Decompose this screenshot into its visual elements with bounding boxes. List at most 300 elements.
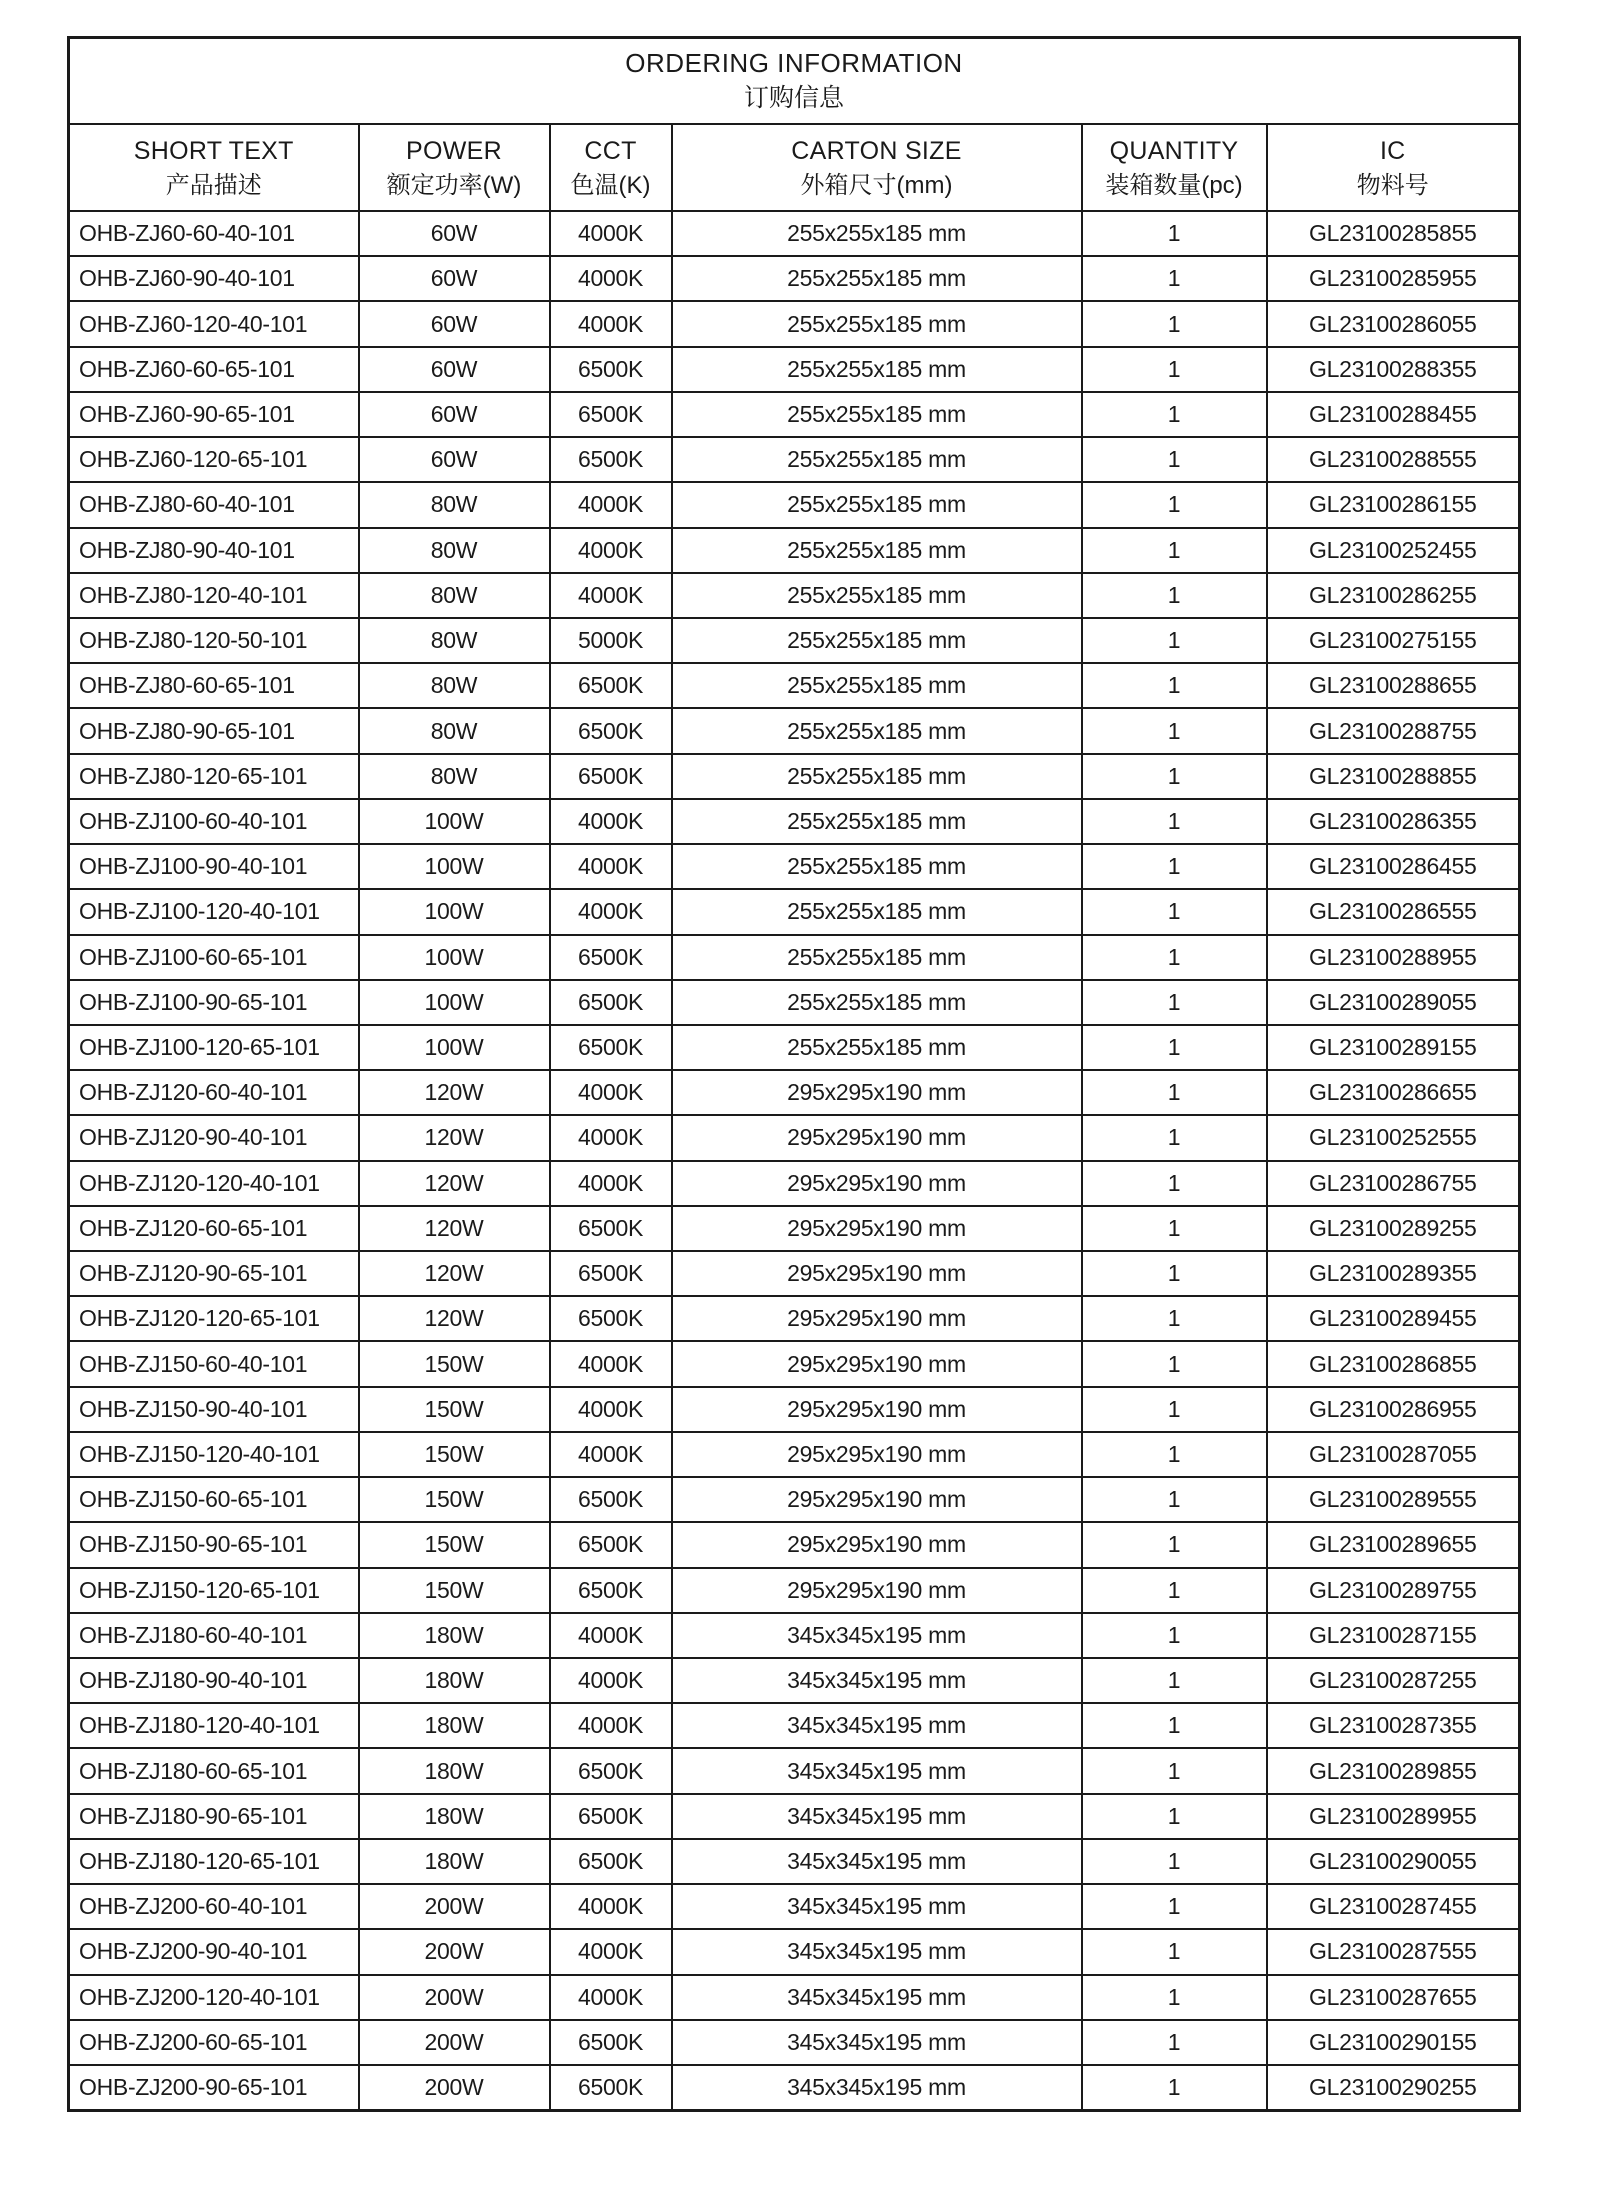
cell-short-text: OHB-ZJ80-120-40-101 (69, 573, 359, 618)
cell-power: 80W (359, 618, 550, 663)
cell-cct: 6500K (550, 980, 672, 1025)
cell-cct: 6500K (550, 708, 672, 753)
cell-short-text: OHB-ZJ100-90-40-101 (69, 844, 359, 889)
cell-carton-size: 255x255x185 mm (672, 301, 1082, 346)
cell-short-text: OHB-ZJ120-90-65-101 (69, 1251, 359, 1296)
cell-short-text: OHB-ZJ100-120-40-101 (69, 889, 359, 934)
cell-cct: 4000K (550, 799, 672, 844)
cell-quantity: 1 (1082, 980, 1267, 1025)
cell-quantity: 1 (1082, 1522, 1267, 1567)
cell-carton-size: 345x345x195 mm (672, 1794, 1082, 1839)
cell-cct: 4000K (550, 256, 672, 301)
cell-short-text: OHB-ZJ80-60-65-101 (69, 663, 359, 708)
cell-ic: GL23100286555 (1267, 889, 1520, 934)
cell-ic: GL23100288655 (1267, 663, 1520, 708)
column-header-short-text-zh: 产品描述 (165, 171, 262, 199)
column-header-power-en: POWER (406, 136, 502, 165)
cell-cct: 6500K (550, 1206, 672, 1251)
table-row (69, 1070, 1520, 1115)
cell-carton-size: 295x295x190 mm (672, 1568, 1082, 1613)
cell-carton-size: 345x345x195 mm (672, 2065, 1082, 2111)
table-row (69, 1703, 1520, 1748)
table-row (69, 935, 1520, 980)
column-header-cct (550, 124, 672, 211)
cell-short-text: OHB-ZJ200-90-65-101 (69, 2065, 359, 2111)
cell-carton-size: 345x345x195 mm (672, 1839, 1082, 1884)
cell-quantity: 1 (1082, 663, 1267, 708)
cell-short-text: OHB-ZJ200-60-65-101 (69, 2020, 359, 2065)
cell-power: 60W (359, 211, 550, 256)
cell-short-text: OHB-ZJ60-120-40-101 (69, 301, 359, 346)
cell-ic: GL23100286955 (1267, 1387, 1520, 1432)
table-row (69, 1206, 1520, 1251)
cell-quantity: 1 (1082, 347, 1267, 392)
cell-short-text: OHB-ZJ200-120-40-101 (69, 1975, 359, 2020)
table-row (69, 1794, 1520, 1839)
table-title-row (69, 38, 1520, 125)
table-row (69, 2065, 1520, 2111)
cell-ic: GL23100287355 (1267, 1703, 1520, 1748)
cell-carton-size: 345x345x195 mm (672, 1975, 1082, 2020)
cell-power: 80W (359, 482, 550, 527)
cell-cct: 6500K (550, 1296, 672, 1341)
cell-quantity: 1 (1082, 1432, 1267, 1477)
cell-cct: 5000K (550, 618, 672, 663)
cell-ic: GL23100289955 (1267, 1794, 1520, 1839)
cell-power: 120W (359, 1251, 550, 1296)
cell-cct: 6500K (550, 347, 672, 392)
cell-power: 120W (359, 1161, 550, 1206)
cell-ic: GL23100290255 (1267, 2065, 1520, 2111)
cell-ic: GL23100286455 (1267, 844, 1520, 889)
cell-cct: 4000K (550, 1884, 672, 1929)
column-header-carton-size (672, 124, 1082, 211)
cell-carton-size: 255x255x185 mm (672, 573, 1082, 618)
cell-ic: GL23100289255 (1267, 1206, 1520, 1251)
cell-ic: GL23100289155 (1267, 1025, 1520, 1070)
table-header-row (69, 124, 1520, 211)
cell-quantity: 1 (1082, 1115, 1267, 1160)
table-row (69, 347, 1520, 392)
cell-short-text: OHB-ZJ120-120-65-101 (69, 1296, 359, 1341)
table-row (69, 844, 1520, 889)
cell-power: 80W (359, 573, 550, 618)
cell-carton-size: 255x255x185 mm (672, 708, 1082, 753)
column-header-ic (1267, 124, 1520, 211)
cell-quantity: 1 (1082, 1025, 1267, 1070)
cell-short-text: OHB-ZJ80-60-40-101 (69, 482, 359, 527)
cell-ic: GL23100288455 (1267, 392, 1520, 437)
cell-ic: GL23100288855 (1267, 754, 1520, 799)
cell-ic: GL23100289355 (1267, 1251, 1520, 1296)
table-row (69, 1522, 1520, 1567)
cell-carton-size: 345x345x195 mm (672, 1929, 1082, 1974)
cell-quantity: 1 (1082, 1748, 1267, 1793)
cell-quantity: 1 (1082, 1387, 1267, 1432)
table-row (69, 1432, 1520, 1477)
table-row (69, 980, 1520, 1025)
cell-short-text: OHB-ZJ100-60-40-101 (69, 799, 359, 844)
cell-power: 200W (359, 2020, 550, 2065)
cell-ic: GL23100286655 (1267, 1070, 1520, 1115)
cell-quantity: 1 (1082, 482, 1267, 527)
cell-ic: GL23100286055 (1267, 301, 1520, 346)
cell-cct: 4000K (550, 482, 672, 527)
cell-short-text: OHB-ZJ200-60-40-101 (69, 1884, 359, 1929)
cell-cct: 6500K (550, 1794, 672, 1839)
column-header-carton-size-en: CARTON SIZE (791, 136, 962, 165)
cell-ic: GL23100289555 (1267, 1477, 1520, 1522)
table-row (69, 256, 1520, 301)
cell-short-text: OHB-ZJ60-120-65-101 (69, 437, 359, 482)
cell-quantity: 1 (1082, 437, 1267, 482)
cell-power: 100W (359, 889, 550, 934)
cell-quantity: 1 (1082, 2020, 1267, 2065)
cell-cct: 6500K (550, 1748, 672, 1793)
cell-power: 150W (359, 1522, 550, 1567)
table-row (69, 301, 1520, 346)
cell-ic: GL23100288555 (1267, 437, 1520, 482)
cell-power: 80W (359, 528, 550, 573)
cell-ic: GL23100252555 (1267, 1115, 1520, 1160)
table-row (69, 1025, 1520, 1070)
cell-carton-size: 295x295x190 mm (672, 1341, 1082, 1386)
table-row (69, 528, 1520, 573)
cell-quantity: 1 (1082, 573, 1267, 618)
column-header-ic-zh: 物料号 (1356, 171, 1429, 199)
cell-carton-size: 345x345x195 mm (672, 1613, 1082, 1658)
cell-cct: 4000K (550, 844, 672, 889)
column-header-quantity-en: QUANTITY (1109, 136, 1239, 165)
cell-short-text: OHB-ZJ180-90-40-101 (69, 1658, 359, 1703)
cell-quantity: 1 (1082, 708, 1267, 753)
cell-quantity: 1 (1082, 844, 1267, 889)
cell-cct: 6500K (550, 1568, 672, 1613)
cell-quantity: 1 (1082, 889, 1267, 934)
cell-ic: GL23100288355 (1267, 347, 1520, 392)
table-row (69, 708, 1520, 753)
cell-power: 120W (359, 1296, 550, 1341)
cell-short-text: OHB-ZJ80-120-65-101 (69, 754, 359, 799)
cell-cct: 6500K (550, 935, 672, 980)
cell-quantity: 1 (1082, 799, 1267, 844)
cell-cct: 4000K (550, 1070, 672, 1115)
cell-power: 60W (359, 301, 550, 346)
cell-power: 150W (359, 1432, 550, 1477)
cell-carton-size: 295x295x190 mm (672, 1115, 1082, 1160)
cell-cct: 4000K (550, 1115, 672, 1160)
cell-carton-size: 255x255x185 mm (672, 211, 1082, 256)
cell-carton-size: 255x255x185 mm (672, 392, 1082, 437)
cell-quantity: 1 (1082, 754, 1267, 799)
cell-quantity: 1 (1082, 2065, 1267, 2111)
cell-short-text: OHB-ZJ180-60-40-101 (69, 1613, 359, 1658)
cell-carton-size: 295x295x190 mm (672, 1070, 1082, 1115)
cell-cct: 6500K (550, 392, 672, 437)
cell-ic: GL23100290155 (1267, 2020, 1520, 2065)
cell-short-text: OHB-ZJ60-60-65-101 (69, 347, 359, 392)
cell-power: 80W (359, 708, 550, 753)
table-title-zh: 订购信息 (743, 84, 844, 112)
cell-carton-size: 255x255x185 mm (672, 889, 1082, 934)
cell-ic: GL23100287055 (1267, 1432, 1520, 1477)
column-header-cct-zh: 色温(K) (570, 171, 651, 199)
cell-cct: 6500K (550, 2020, 672, 2065)
cell-carton-size: 255x255x185 mm (672, 799, 1082, 844)
cell-quantity: 1 (1082, 211, 1267, 256)
cell-ic: GL23100289855 (1267, 1748, 1520, 1793)
table-row (69, 1975, 1520, 2020)
cell-carton-size: 255x255x185 mm (672, 844, 1082, 889)
table-row (69, 1839, 1520, 1884)
cell-cct: 4000K (550, 889, 672, 934)
cell-power: 100W (359, 844, 550, 889)
column-header-ic-en: IC (1379, 136, 1406, 165)
cell-short-text: OHB-ZJ100-90-65-101 (69, 980, 359, 1025)
cell-ic: GL23100287655 (1267, 1975, 1520, 2020)
table-row (69, 799, 1520, 844)
cell-cct: 4000K (550, 1161, 672, 1206)
cell-short-text: OHB-ZJ150-60-65-101 (69, 1477, 359, 1522)
cell-short-text: OHB-ZJ60-60-40-101 (69, 211, 359, 256)
cell-carton-size: 255x255x185 mm (672, 528, 1082, 573)
cell-power: 60W (359, 392, 550, 437)
table-row (69, 889, 1520, 934)
table-row (69, 437, 1520, 482)
cell-quantity: 1 (1082, 1206, 1267, 1251)
cell-ic: GL23100289055 (1267, 980, 1520, 1025)
cell-power: 120W (359, 1070, 550, 1115)
cell-ic: GL23100288755 (1267, 708, 1520, 753)
cell-short-text: OHB-ZJ150-120-65-101 (69, 1568, 359, 1613)
cell-cct: 6500K (550, 1522, 672, 1567)
column-header-quantity-zh: 装箱数量(pc) (1105, 171, 1243, 199)
cell-quantity: 1 (1082, 1477, 1267, 1522)
cell-power: 80W (359, 754, 550, 799)
cell-cct: 6500K (550, 2065, 672, 2111)
table-row (69, 1613, 1520, 1658)
cell-short-text: OHB-ZJ180-120-40-101 (69, 1703, 359, 1748)
table-row (69, 1477, 1520, 1522)
cell-quantity: 1 (1082, 1794, 1267, 1839)
cell-short-text: OHB-ZJ150-120-40-101 (69, 1432, 359, 1477)
cell-power: 180W (359, 1613, 550, 1658)
cell-quantity: 1 (1082, 1929, 1267, 1974)
table-row (69, 618, 1520, 663)
cell-short-text: OHB-ZJ60-90-65-101 (69, 392, 359, 437)
column-header-power-zh: 额定功率(W) (386, 171, 522, 199)
table-row (69, 1341, 1520, 1386)
cell-ic: GL23100287555 (1267, 1929, 1520, 1974)
cell-carton-size: 255x255x185 mm (672, 1025, 1082, 1070)
cell-cct: 6500K (550, 1251, 672, 1296)
cell-short-text: OHB-ZJ100-120-65-101 (69, 1025, 359, 1070)
cell-power: 120W (359, 1115, 550, 1160)
cell-power: 100W (359, 799, 550, 844)
column-header-cct-en: CCT (584, 136, 637, 165)
cell-ic: GL23100290055 (1267, 1839, 1520, 1884)
table-row (69, 1929, 1520, 1974)
cell-quantity: 1 (1082, 392, 1267, 437)
cell-carton-size: 345x345x195 mm (672, 1658, 1082, 1703)
cell-carton-size: 295x295x190 mm (672, 1477, 1082, 1522)
column-header-short-text (69, 124, 359, 211)
cell-quantity: 1 (1082, 1568, 1267, 1613)
cell-cct: 6500K (550, 1839, 672, 1884)
cell-ic: GL23100288955 (1267, 935, 1520, 980)
cell-power: 180W (359, 1748, 550, 1793)
cell-power: 180W (359, 1703, 550, 1748)
table-row (69, 482, 1520, 527)
cell-power: 150W (359, 1477, 550, 1522)
cell-short-text: OHB-ZJ180-90-65-101 (69, 1794, 359, 1839)
cell-power: 80W (359, 663, 550, 708)
cell-quantity: 1 (1082, 1975, 1267, 2020)
table-row (69, 1748, 1520, 1793)
cell-power: 120W (359, 1206, 550, 1251)
cell-carton-size: 295x295x190 mm (672, 1161, 1082, 1206)
cell-quantity: 1 (1082, 1341, 1267, 1386)
cell-power: 150W (359, 1387, 550, 1432)
cell-quantity: 1 (1082, 1251, 1267, 1296)
cell-power: 180W (359, 1658, 550, 1703)
cell-carton-size: 295x295x190 mm (672, 1296, 1082, 1341)
cell-cct: 6500K (550, 754, 672, 799)
cell-power: 60W (359, 347, 550, 392)
cell-short-text: OHB-ZJ80-90-65-101 (69, 708, 359, 753)
table-row (69, 754, 1520, 799)
cell-cct: 4000K (550, 1703, 672, 1748)
cell-power: 150W (359, 1341, 550, 1386)
cell-ic: GL23100286755 (1267, 1161, 1520, 1206)
cell-carton-size: 255x255x185 mm (672, 935, 1082, 980)
cell-carton-size: 295x295x190 mm (672, 1522, 1082, 1567)
cell-power: 200W (359, 1884, 550, 1929)
cell-ic: GL23100285955 (1267, 256, 1520, 301)
table-row (69, 1296, 1520, 1341)
cell-quantity: 1 (1082, 528, 1267, 573)
cell-short-text: OHB-ZJ80-120-50-101 (69, 618, 359, 663)
cell-cct: 4000K (550, 1929, 672, 1974)
column-header-power (359, 124, 550, 211)
cell-carton-size: 295x295x190 mm (672, 1387, 1082, 1432)
table-row (69, 1884, 1520, 1929)
cell-cct: 4000K (550, 301, 672, 346)
cell-short-text: OHB-ZJ150-60-40-101 (69, 1341, 359, 1386)
cell-ic: GL23100286155 (1267, 482, 1520, 527)
ordering-information-table (67, 36, 1521, 2112)
cell-quantity: 1 (1082, 1884, 1267, 1929)
cell-carton-size: 255x255x185 mm (672, 663, 1082, 708)
cell-power: 180W (359, 1839, 550, 1884)
cell-carton-size: 255x255x185 mm (672, 754, 1082, 799)
cell-short-text: OHB-ZJ150-90-65-101 (69, 1522, 359, 1567)
table-row (69, 663, 1520, 708)
column-header-carton-size-zh: 外箱尺寸(mm) (800, 171, 953, 199)
cell-power: 180W (359, 1794, 550, 1839)
cell-ic: GL23100286355 (1267, 799, 1520, 844)
cell-ic: GL23100287455 (1267, 1884, 1520, 1929)
table-row (69, 573, 1520, 618)
cell-quantity: 1 (1082, 935, 1267, 980)
cell-power: 100W (359, 980, 550, 1025)
cell-short-text: OHB-ZJ100-60-65-101 (69, 935, 359, 980)
cell-carton-size: 255x255x185 mm (672, 618, 1082, 663)
cell-power: 200W (359, 2065, 550, 2111)
cell-power: 100W (359, 935, 550, 980)
cell-ic: GL23100275155 (1267, 618, 1520, 663)
table-row (69, 1387, 1520, 1432)
cell-carton-size: 345x345x195 mm (672, 1703, 1082, 1748)
cell-short-text: OHB-ZJ180-120-65-101 (69, 1839, 359, 1884)
cell-short-text: OHB-ZJ180-60-65-101 (69, 1748, 359, 1793)
table-row (69, 1568, 1520, 1613)
cell-power: 150W (359, 1568, 550, 1613)
cell-quantity: 1 (1082, 256, 1267, 301)
cell-cct: 4000K (550, 1975, 672, 2020)
cell-quantity: 1 (1082, 301, 1267, 346)
cell-ic: GL23100289755 (1267, 1568, 1520, 1613)
table-body (69, 211, 1520, 2111)
cell-carton-size: 255x255x185 mm (672, 437, 1082, 482)
cell-carton-size: 345x345x195 mm (672, 1748, 1082, 1793)
cell-carton-size: 255x255x185 mm (672, 347, 1082, 392)
cell-power: 200W (359, 1929, 550, 1974)
cell-carton-size: 345x345x195 mm (672, 1884, 1082, 1929)
cell-cct: 4000K (550, 1341, 672, 1386)
cell-cct: 6500K (550, 1025, 672, 1070)
cell-carton-size: 255x255x185 mm (672, 980, 1082, 1025)
cell-quantity: 1 (1082, 1613, 1267, 1658)
cell-quantity: 1 (1082, 1703, 1267, 1748)
cell-quantity: 1 (1082, 1070, 1267, 1115)
cell-ic: GL23100286255 (1267, 573, 1520, 618)
cell-ic: GL23100285855 (1267, 211, 1520, 256)
cell-carton-size: 295x295x190 mm (672, 1251, 1082, 1296)
cell-carton-size: 255x255x185 mm (672, 256, 1082, 301)
cell-carton-size: 345x345x195 mm (672, 2020, 1082, 2065)
cell-cct: 4000K (550, 573, 672, 618)
cell-quantity: 1 (1082, 1839, 1267, 1884)
table-title-en: ORDERING INFORMATION (625, 48, 963, 78)
cell-quantity: 1 (1082, 1296, 1267, 1341)
table-row (69, 211, 1520, 256)
cell-cct: 6500K (550, 663, 672, 708)
table-title (69, 38, 1520, 125)
table-row (69, 1658, 1520, 1703)
cell-power: 60W (359, 437, 550, 482)
cell-short-text: OHB-ZJ150-90-40-101 (69, 1387, 359, 1432)
column-header-quantity (1082, 124, 1267, 211)
cell-short-text: OHB-ZJ60-90-40-101 (69, 256, 359, 301)
cell-short-text: OHB-ZJ120-60-40-101 (69, 1070, 359, 1115)
cell-ic: GL23100286855 (1267, 1341, 1520, 1386)
cell-short-text: OHB-ZJ200-90-40-101 (69, 1929, 359, 1974)
table-row (69, 1251, 1520, 1296)
cell-cct: 4000K (550, 1432, 672, 1477)
cell-short-text: OHB-ZJ120-120-40-101 (69, 1161, 359, 1206)
cell-ic: GL23100252455 (1267, 528, 1520, 573)
cell-ic: GL23100287155 (1267, 1613, 1520, 1658)
cell-carton-size: 295x295x190 mm (672, 1432, 1082, 1477)
cell-power: 100W (359, 1025, 550, 1070)
cell-power: 200W (359, 1975, 550, 2020)
cell-quantity: 1 (1082, 618, 1267, 663)
cell-ic: GL23100289455 (1267, 1296, 1520, 1341)
cell-short-text: OHB-ZJ80-90-40-101 (69, 528, 359, 573)
cell-cct: 4000K (550, 1387, 672, 1432)
cell-carton-size: 255x255x185 mm (672, 482, 1082, 527)
